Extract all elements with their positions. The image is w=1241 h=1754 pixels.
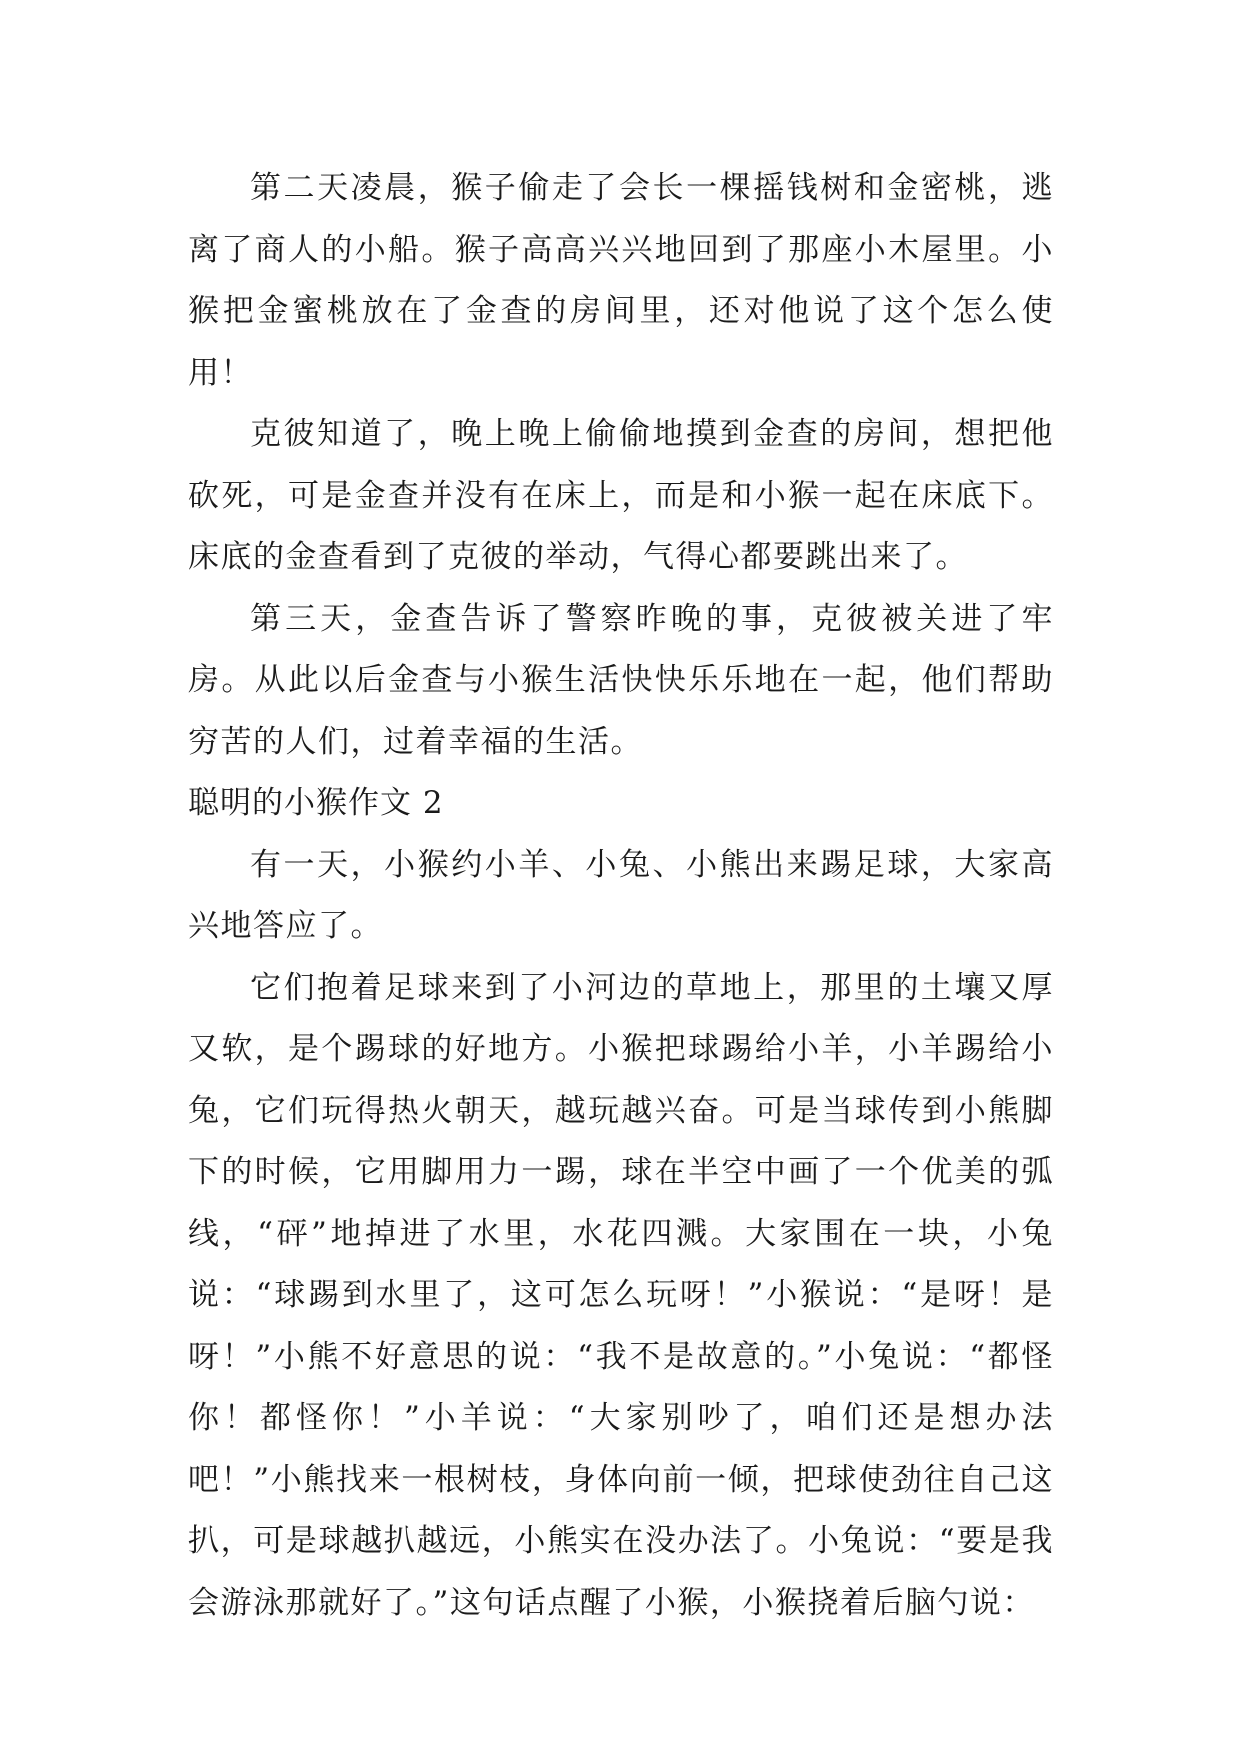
document-body <box>188 158 1054 1634</box>
paragraph-kebi-attack: 克彼知道了，晚上晚上偷偷地摸到金查的房间，想把他砍死，可是金查并没有在床上，而是和小猴一起在床底下。床底的金查看到了克彼的举动，气得心都要跳出来了。 <box>188 416 1054 575</box>
paragraph-football-invite: 有一天，小猴约小羊、小兔、小熊出来踢足球，大家高兴地答应了。 <box>188 846 1054 944</box>
paragraph-morning-escape: 第二天凌晨，猴子偷走了会长一棵摇钱树和金密桃，逃离了商人的小船。猴子高高兴兴地回到了那座小木屋里。小猴把金蜜桃放在了金查的房间里，还对他说了这个怎么使用！ <box>188 170 1054 391</box>
paragraph-riverside-game: 它们抱着足球来到了小河边的草地上，那里的土壤又厚又软，是个踢球的好地方。小猴把球踢给小羊，小羊踢给小兔，它们玩得热火朝天，越玩越兴奋。可是当球传到小熊脚下的时候，它用脚用力一踢，球在半空中画了一个优美的弧线，“砰”地掉进了水里，水花四溅。大家围在一块，小兔说：“球踢到水里了，这可怎么玩呀！”小猴说：“是呀！是呀！”小熊不好意思的说：“我不是故意的。”小兔说：“都怪你！都怪你！”小羊说：“大家别吵了，咱们还是想办法吧！”小熊找来一根树枝，身体向前一倾，把球使劲往自己这扒，可是球越扒越远，小熊实在没办法了。小兔说：“要是我会游泳那就好了。”这句话点醒了小猴，小猴挠着后脑勺说： <box>188 969 1054 1621</box>
essay-heading: 聪明的小猴作文 2 <box>188 785 444 821</box>
paragraph-third-day: 第三天，金查告诉了警察昨晚的事，克彼被关进了牢房。从此以后金查与小猴生活快快乐乐地在一起，他们帮助穷苦的人们，过着幸福的生活。 <box>188 600 1054 760</box>
